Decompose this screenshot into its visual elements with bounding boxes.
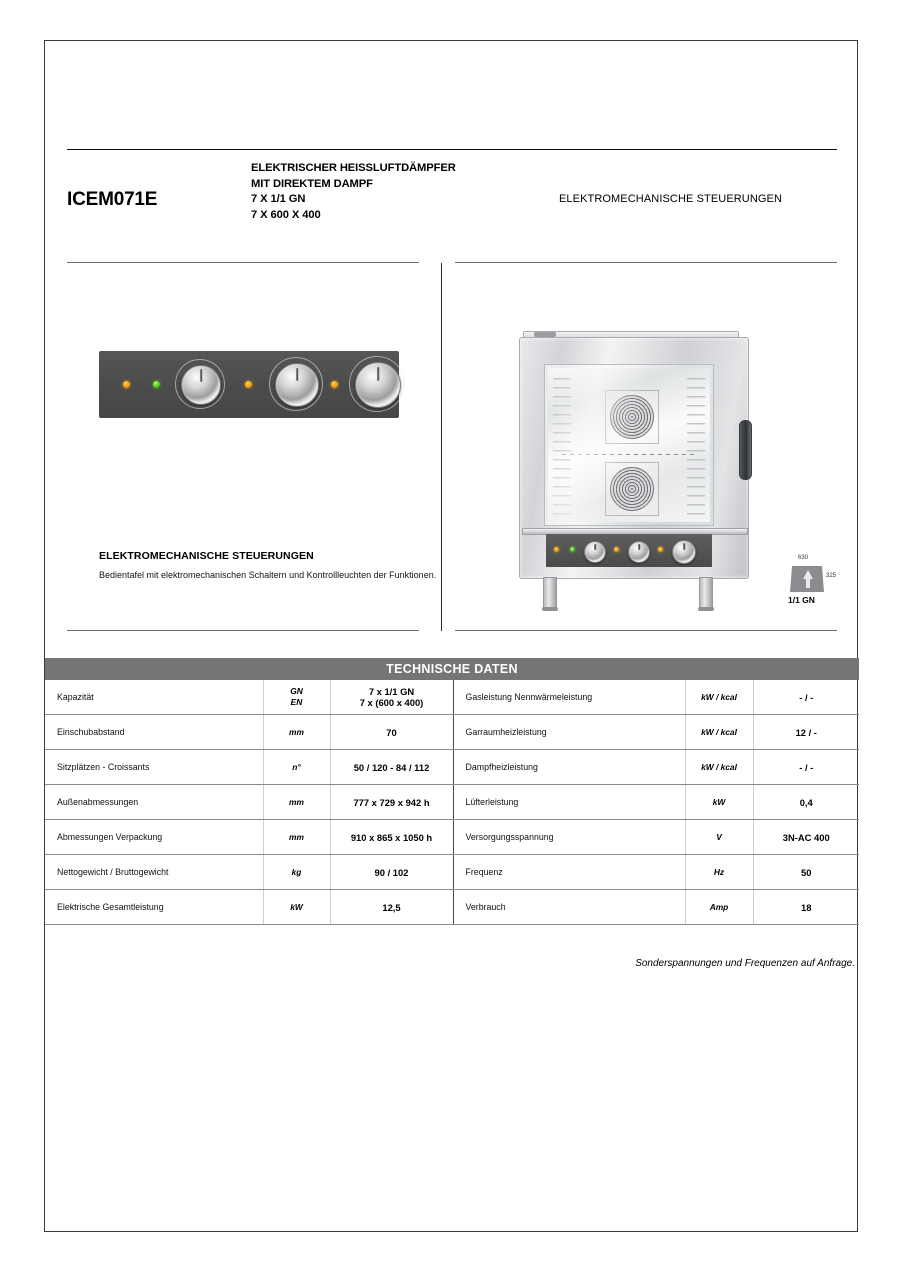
oven-body [519, 337, 749, 579]
oven-mode-knob[interactable] [584, 541, 606, 563]
row-unit: V [685, 820, 753, 855]
gn-arrow-tail [806, 578, 810, 588]
oven-ready-light [570, 547, 575, 552]
table-row [45, 890, 859, 925]
page-frame [44, 40, 858, 1232]
oven-heating-light [614, 547, 619, 552]
row-value: 90 / 102 [330, 855, 453, 890]
oven-door-handle[interactable] [739, 420, 752, 480]
row-value: - / - [753, 680, 859, 715]
row-unit: kg [263, 855, 330, 890]
product-title-line-1: ELEKTRISCHER HEISSLUFTDÄMPFER [251, 162, 456, 174]
row-value: 50 [753, 855, 859, 890]
row-value: - / - [753, 750, 859, 785]
row-unit-line-1: GN [290, 685, 303, 696]
technical-data-section [45, 658, 859, 969]
oven-control-panel [546, 534, 712, 567]
oven-leg-left [543, 577, 557, 609]
description-body: Bedientafel mit elektromechanischen Schaltern und Kontrollleuchten der Funktionen. [99, 570, 437, 580]
table-row [45, 680, 859, 715]
row-label: Versorgungsspannung [453, 820, 685, 855]
oven-temperature-knob[interactable] [628, 541, 650, 563]
row-value [330, 680, 453, 715]
row-value: 910 x 865 x 1050 h [330, 820, 453, 855]
row-value: 50 / 120 - 84 / 112 [330, 750, 453, 785]
row-value: 0,4 [753, 785, 859, 820]
row-value: 12,5 [330, 890, 453, 925]
power-indicator-light [123, 381, 130, 388]
timer-dial-scale [349, 356, 405, 412]
row-label: Garraumheizleistung [453, 715, 685, 750]
model-name: ICEM071E [67, 189, 158, 210]
row-unit: kW [263, 890, 330, 925]
gn-size-label: 1/1 GN [788, 595, 815, 605]
gn-width-label: 630 [798, 555, 809, 561]
oven-product-image [519, 331, 764, 621]
control-type-heading: ELEKTROMECHANISCHE STEUERUNGEN [559, 193, 783, 205]
table-row [45, 820, 859, 855]
technical-data-table [45, 680, 859, 925]
row-label: Frequenz [453, 855, 685, 890]
row-label: Nettogewicht / Bruttogewicht [45, 855, 263, 890]
product-title-line-3: 7 X 1/1 GN [251, 193, 306, 205]
document-header [67, 161, 837, 241]
row-label: Elektrische Gesamtleistung [45, 890, 263, 925]
row-unit: kW / kcal [685, 750, 753, 785]
row-unit-line-2: EN [290, 697, 303, 707]
row-unit: Amp [685, 890, 753, 925]
right-panel-bottom-rule [455, 630, 837, 631]
row-value-line-2: 7 x (600 x 400) [359, 697, 424, 708]
product-title-line-2: MIT DIREKTEM DAMPF [251, 177, 373, 190]
row-label: Sitzplätzen - Croissants [45, 750, 263, 785]
ready-indicator-light [153, 381, 160, 388]
row-unit: Hz [685, 855, 753, 890]
gn-tray-diagram [780, 554, 850, 616]
mode-selector-dial-scale [175, 359, 225, 409]
oven-door-glass [544, 364, 714, 526]
left-panel-bottom-rule [67, 630, 419, 631]
temperature-dial-scale [269, 357, 323, 411]
header-top-rule [67, 149, 837, 150]
table-row [45, 715, 859, 750]
left-panel-top-rule [67, 262, 419, 263]
table-footnote: Sonderspannungen und Frequenzen auf Anfrage. [635, 958, 855, 969]
row-label: Kapazität [45, 680, 263, 715]
row-label: Außenabmessungen [45, 785, 263, 820]
row-unit [263, 680, 330, 715]
row-label: Abmessungen Verpackung [45, 820, 263, 855]
timer-indicator-light [331, 381, 338, 388]
row-unit: mm [263, 820, 330, 855]
row-label: Dampfheizleistung [453, 750, 685, 785]
technical-data-title: TECHNISCHE DATEN [45, 658, 859, 680]
row-unit: n° [263, 750, 330, 785]
table-row [45, 785, 859, 820]
row-value: 12 / - [753, 715, 859, 750]
gn-depth-label: 325 [826, 573, 837, 579]
row-value: 70 [330, 715, 453, 750]
product-title-line-4: 7 X 600 X 400 [251, 208, 321, 221]
row-unit: mm [263, 785, 330, 820]
product-title [251, 161, 456, 223]
row-value: 18 [753, 890, 859, 925]
oven-timer-knob[interactable] [672, 540, 696, 564]
row-unit: kW / kcal [685, 680, 753, 715]
row-label: Einschubabstand [45, 715, 263, 750]
row-value-line-1: 7 x 1/1 GN [368, 685, 415, 697]
oven-timer-light [658, 547, 663, 552]
oven-cavity [548, 368, 710, 522]
table-row [45, 855, 859, 890]
row-label: Verbrauch [453, 890, 685, 925]
row-value: 777 x 729 x 942 h [330, 785, 453, 820]
row-value: 3N-AC 400 [753, 820, 859, 855]
oven-power-light [554, 547, 559, 552]
control-panel-image [99, 351, 399, 418]
row-label: Gasleistung Nennwärmeleistung [453, 680, 685, 715]
right-panel-top-rule [455, 262, 837, 263]
oven-leg-right [699, 577, 713, 609]
heating-indicator-light [245, 381, 252, 388]
row-unit: kW [685, 785, 753, 820]
row-label: Lüfterleistung [453, 785, 685, 820]
description-title: ELEKTROMECHANISCHE STEUERUNGEN [99, 550, 314, 562]
oven-rack-right [687, 378, 705, 518]
table-row [45, 750, 859, 785]
row-unit: kW / kcal [685, 715, 753, 750]
row-unit: mm [263, 715, 330, 750]
